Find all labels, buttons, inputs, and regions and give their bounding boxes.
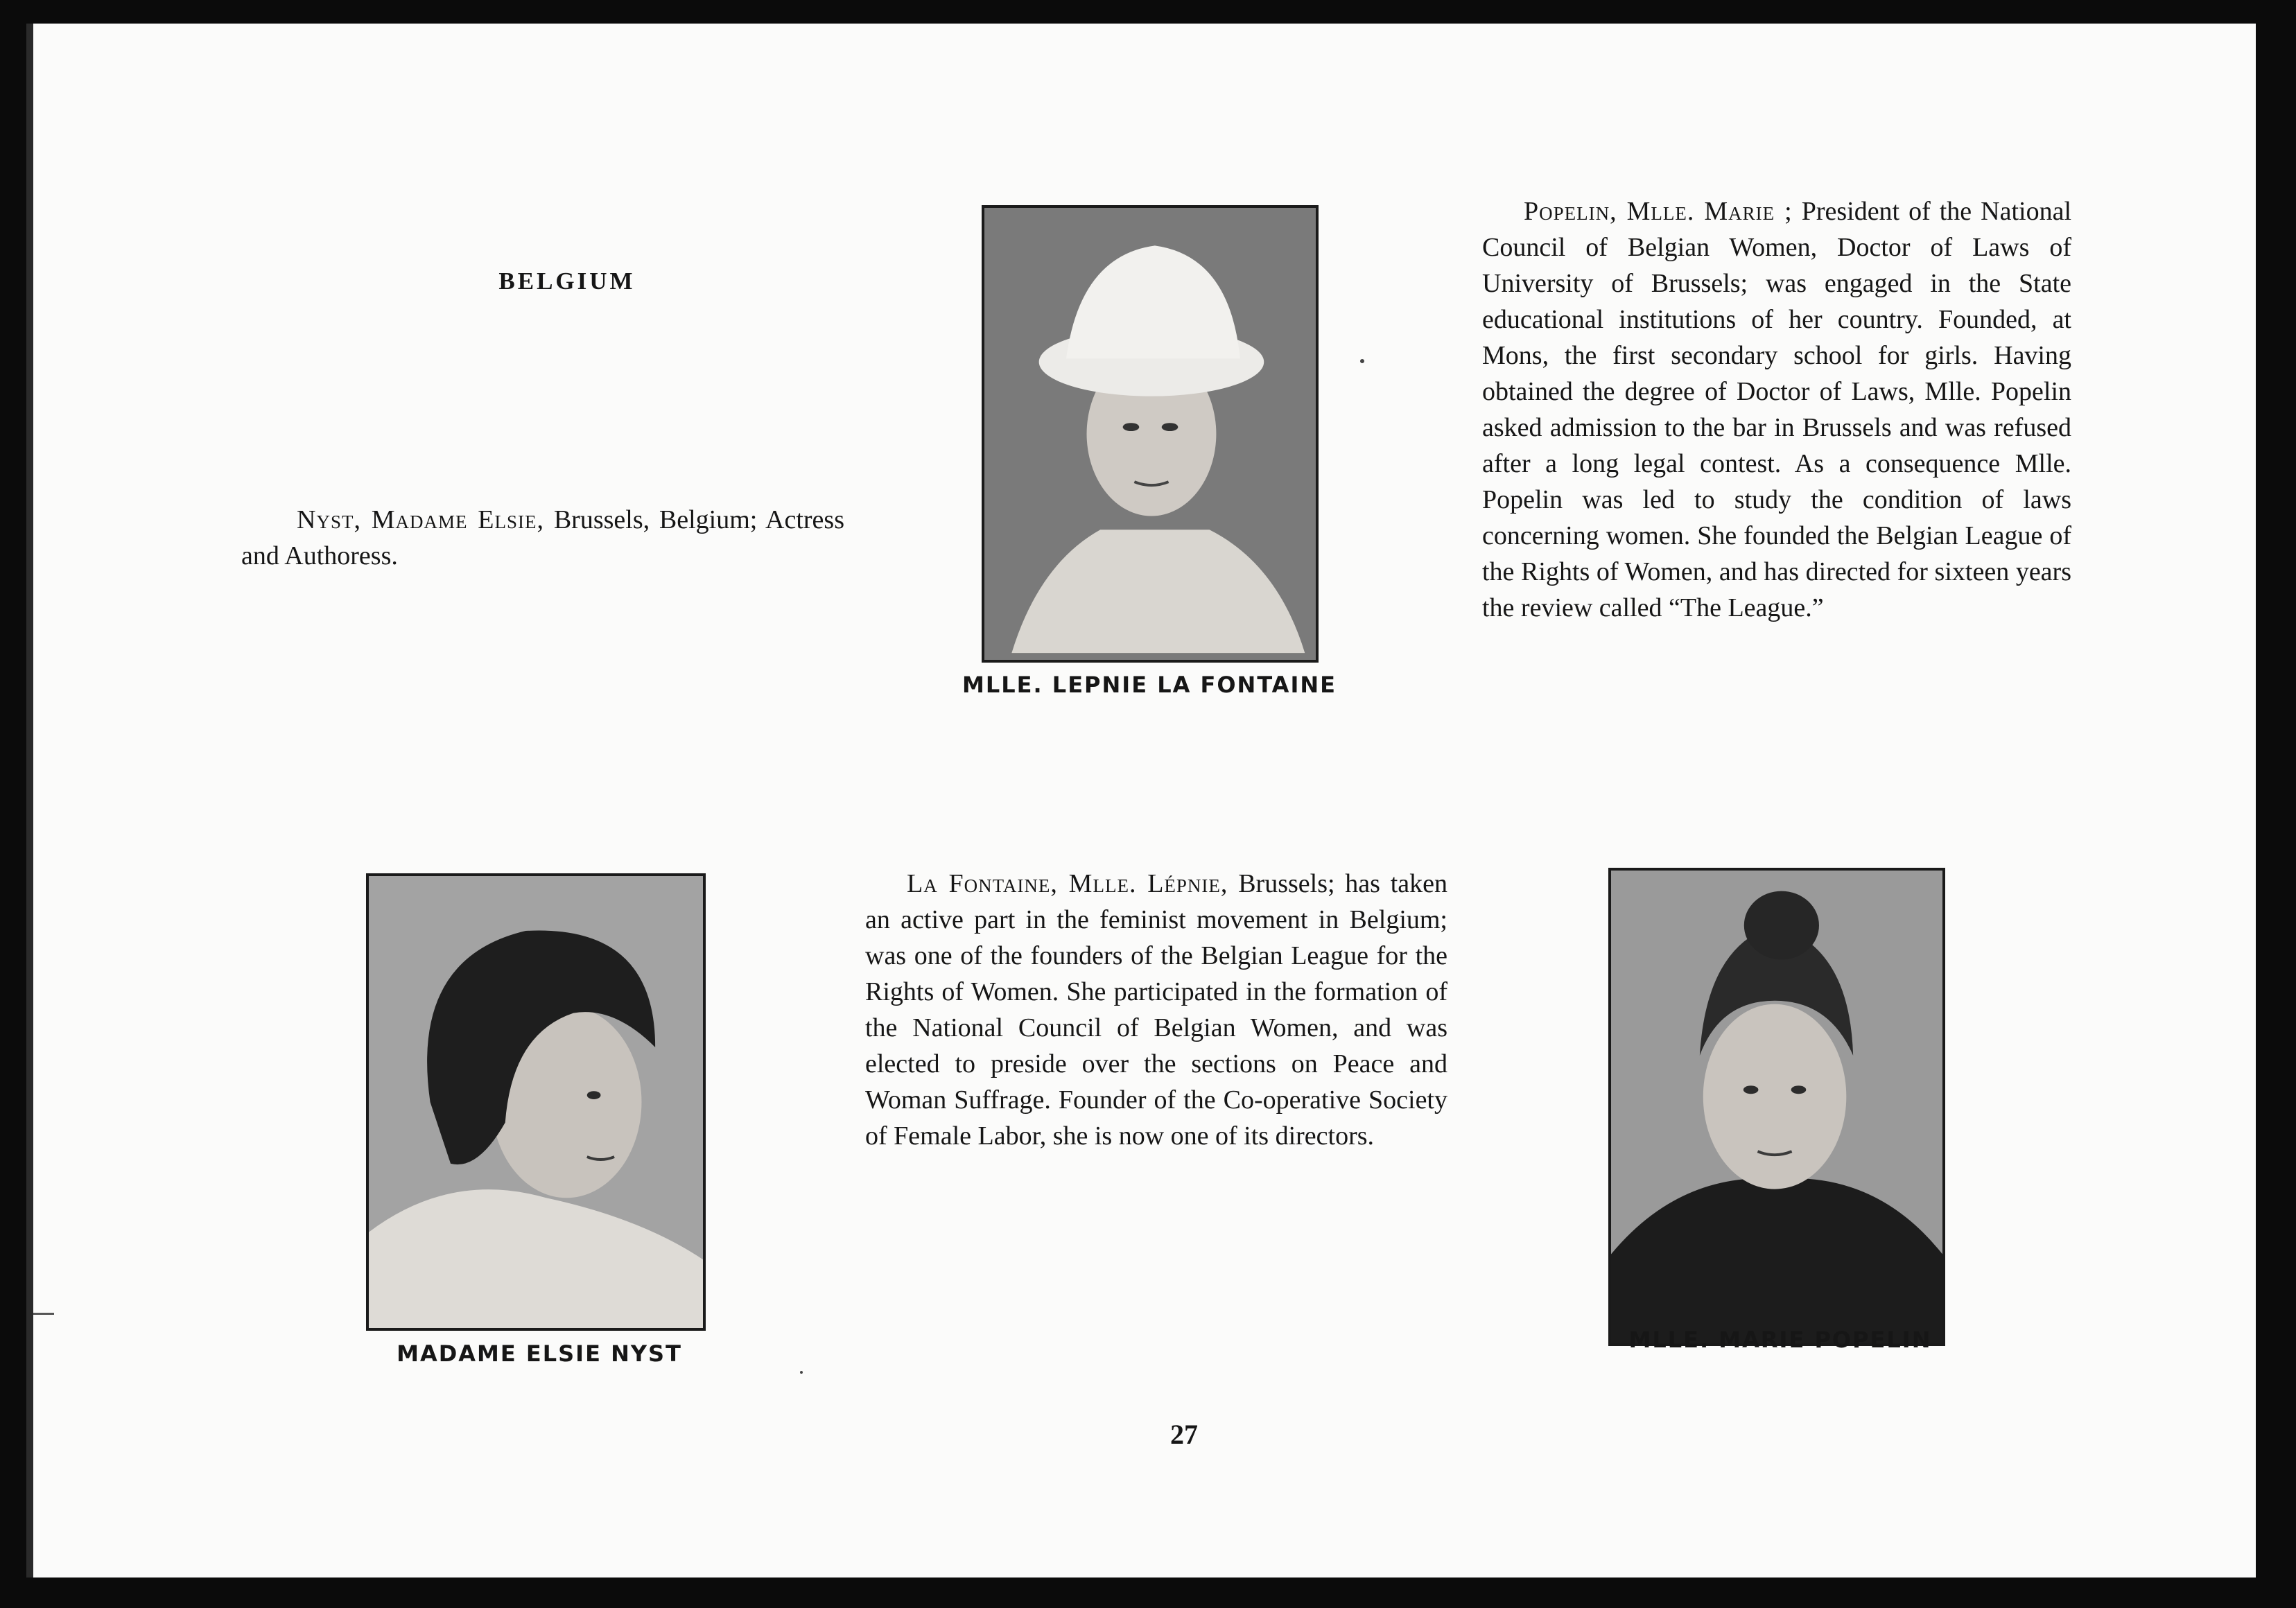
- entry-nyst-text: Brussels, Belgium; Actress and Authoress.: [241, 505, 844, 570]
- entry-lafontaine-name: La Fontaine, Mlle. Lépnie,: [907, 869, 1228, 898]
- entry-nyst: [241, 502, 844, 574]
- page-number: 27: [1170, 1419, 1198, 1450]
- caption-lafontaine: MLLE. LEPNIE LA FONTAINE: [962, 672, 1337, 698]
- entry-lafontaine: [865, 866, 1447, 1154]
- portrait-lafontaine: [982, 205, 1319, 663]
- portrait-popelin: [1608, 868, 1945, 1346]
- caption-nyst: MADAME ELSIE NYST: [397, 1340, 682, 1367]
- entry-popelin: [1482, 193, 2071, 626]
- spine-mark: [33, 1313, 54, 1315]
- portrait-nyst: [366, 873, 706, 1331]
- entry-lafontaine-text: Brussels; has taken an active part in the feminist movement in Belgium; was one of the founders of the Belgian League for the Rights of Women. She participated in the formation of the National Council of Belgian Women, and was elected to preside over the sections on Peace and Woman Suffrage. Founder of the Co-operative Society of Female Labor, she is now one of its directors.: [865, 869, 1448, 1151]
- entry-nyst-name: Nyst, Madame Elsie,: [297, 505, 545, 534]
- entry-popelin-text: President of the National Council of Belgian Women, Doctor of Laws of University of Brussels; was engaged in the State educational institutions of her country. Founded, at Mons, the first secondary school for girls. Having obtained the degree of Doctor of Laws, Mlle. Popelin asked admission to the bar in Brussels and was refused after a long legal contest. As a consequence Mlle. Popelin was led to study the condition of laws concerning women. She founded the Belgian League of the Rights of Women, and has directed for sixteen years the review called “The League.”: [1482, 197, 2071, 622]
- section-heading: BELGIUM: [498, 268, 636, 295]
- book-page: [26, 24, 2256, 1578]
- caption-popelin: MLLE. MARIE POPELIN: [1628, 1327, 1932, 1353]
- print-speck: [1360, 359, 1364, 363]
- entry-popelin-name: Popelin, Mlle. Marie ;: [1524, 197, 1793, 226]
- print-speck: [800, 1371, 803, 1374]
